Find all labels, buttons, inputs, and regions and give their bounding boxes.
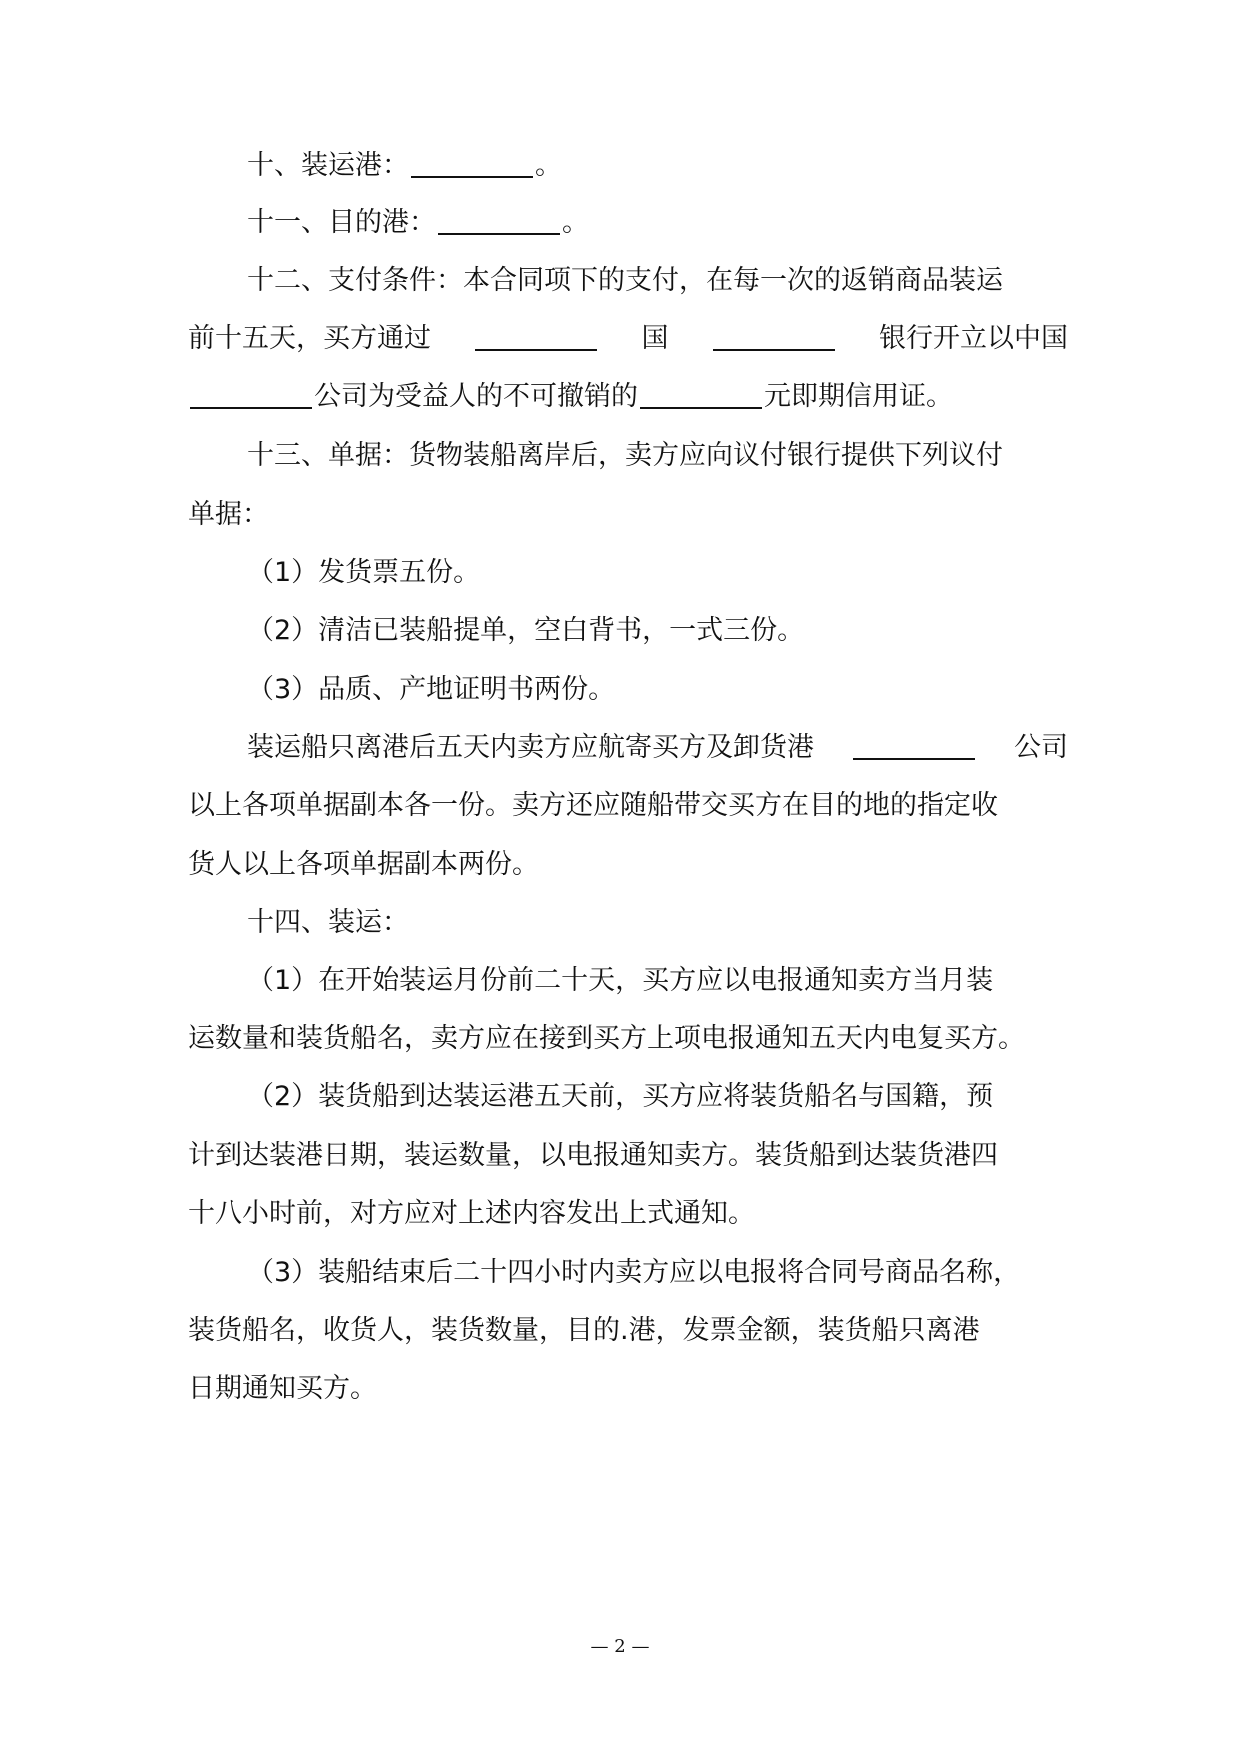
clause-14-shipment-heading <box>247 903 1068 943</box>
text: 十二、支付条件：本合同项下的支付，在每一次的返销商品装运 <box>247 265 1003 296</box>
text: （1）在开始装运月份前二十天，买方应以电报通知卖方当月装 <box>247 965 994 996</box>
text: 十四、装运： <box>247 907 409 938</box>
text: 。 <box>535 150 562 181</box>
text: 十一、目的港： <box>247 207 436 238</box>
text: 单据： <box>188 499 269 530</box>
text: （3）装船结束后二十四小时内卖方应以电报将合同号商品名称， <box>247 1257 1021 1288</box>
text: 日期通知买方。 <box>188 1373 377 1404</box>
blank-field-bank <box>711 319 837 359</box>
text: （2）装货船到达装运港五天前，买方应将装货船名与国籍，预 <box>247 1081 994 1112</box>
blank-field-country <box>473 319 599 359</box>
document-item-1 <box>247 553 1068 593</box>
clause-12-payment-line-2 <box>188 319 1068 359</box>
shipment-item-3-line-3 <box>188 1369 1068 1409</box>
text: 装货船名，收货人，装货数量，目的.港，发票金额，装货船只离港 <box>188 1315 980 1346</box>
document-item-3 <box>247 670 1068 710</box>
text: 十、装运港： <box>247 150 409 181</box>
document-item-2 <box>247 611 1068 651</box>
text: 货人以上各项单据副本两份。 <box>188 849 539 880</box>
blank-field-company <box>851 728 977 768</box>
text: 装运船只离港后五天内卖方应航寄买方及卸货港 <box>247 732 814 763</box>
blank-field-beneficiary <box>188 377 314 417</box>
text: 公司 <box>1014 732 1068 763</box>
text: （2）清洁已装船提单，空白背书，一式三份。 <box>247 615 805 646</box>
clause-13-documents-line-2 <box>188 495 1068 535</box>
documents-copy-line-3 <box>188 845 1068 885</box>
shipment-item-2-line-3 <box>188 1194 1068 1234</box>
shipment-item-1-line-2 <box>188 1019 1068 1059</box>
text: 国 <box>641 323 669 354</box>
shipment-item-3-line-1 <box>247 1253 1068 1293</box>
text: 银行开立以中国 <box>879 323 1068 354</box>
blank-field-destination-port <box>436 203 562 243</box>
page-number: — 2 — <box>590 1636 650 1657</box>
clause-12-payment-line-1 <box>247 261 1068 301</box>
clause-10-loading-port <box>247 146 1068 186</box>
shipment-item-3-line-2 <box>188 1311 1068 1351</box>
text: （1）发货票五份。 <box>247 557 481 588</box>
shipment-item-2-line-1 <box>247 1077 1068 1117</box>
shipment-item-1-line-1 <box>247 961 1068 1001</box>
text: 以上各项单据副本各一份。卖方还应随船带交买方在目的地的指定收 <box>188 790 998 821</box>
text: 运数量和装货船名，卖方应在接到买方上项电报通知五天内电复买方。 <box>188 1023 1025 1054</box>
text: （3）品质、产地证明书两份。 <box>247 674 616 705</box>
documents-copy-line-2 <box>188 786 1068 826</box>
clause-11-destination-port <box>247 203 1068 243</box>
clause-12-payment-line-3 <box>188 377 1068 417</box>
text: 前十五天，买方通过 <box>188 323 431 354</box>
clause-13-documents-line-1 <box>247 436 1068 476</box>
text: 十八小时前，对方应对上述内容发出上式通知。 <box>188 1198 755 1229</box>
text: 计到达装港日期，装运数量，以电报通知卖方。装货船到达装货港四 <box>188 1140 998 1171</box>
documents-copy-line-1 <box>247 728 1068 768</box>
shipment-item-2-line-2 <box>188 1136 1068 1176</box>
text: 。 <box>562 207 589 238</box>
text: 十三、单据：货物装船离岸后，卖方应向议付银行提供下列议付 <box>247 440 1003 471</box>
blank-field-amount <box>638 377 764 417</box>
text: 公司为受益人的不可撤销的 <box>314 381 638 412</box>
blank-field-loading-port <box>409 146 535 186</box>
text: 元即期信用证。 <box>764 381 953 412</box>
